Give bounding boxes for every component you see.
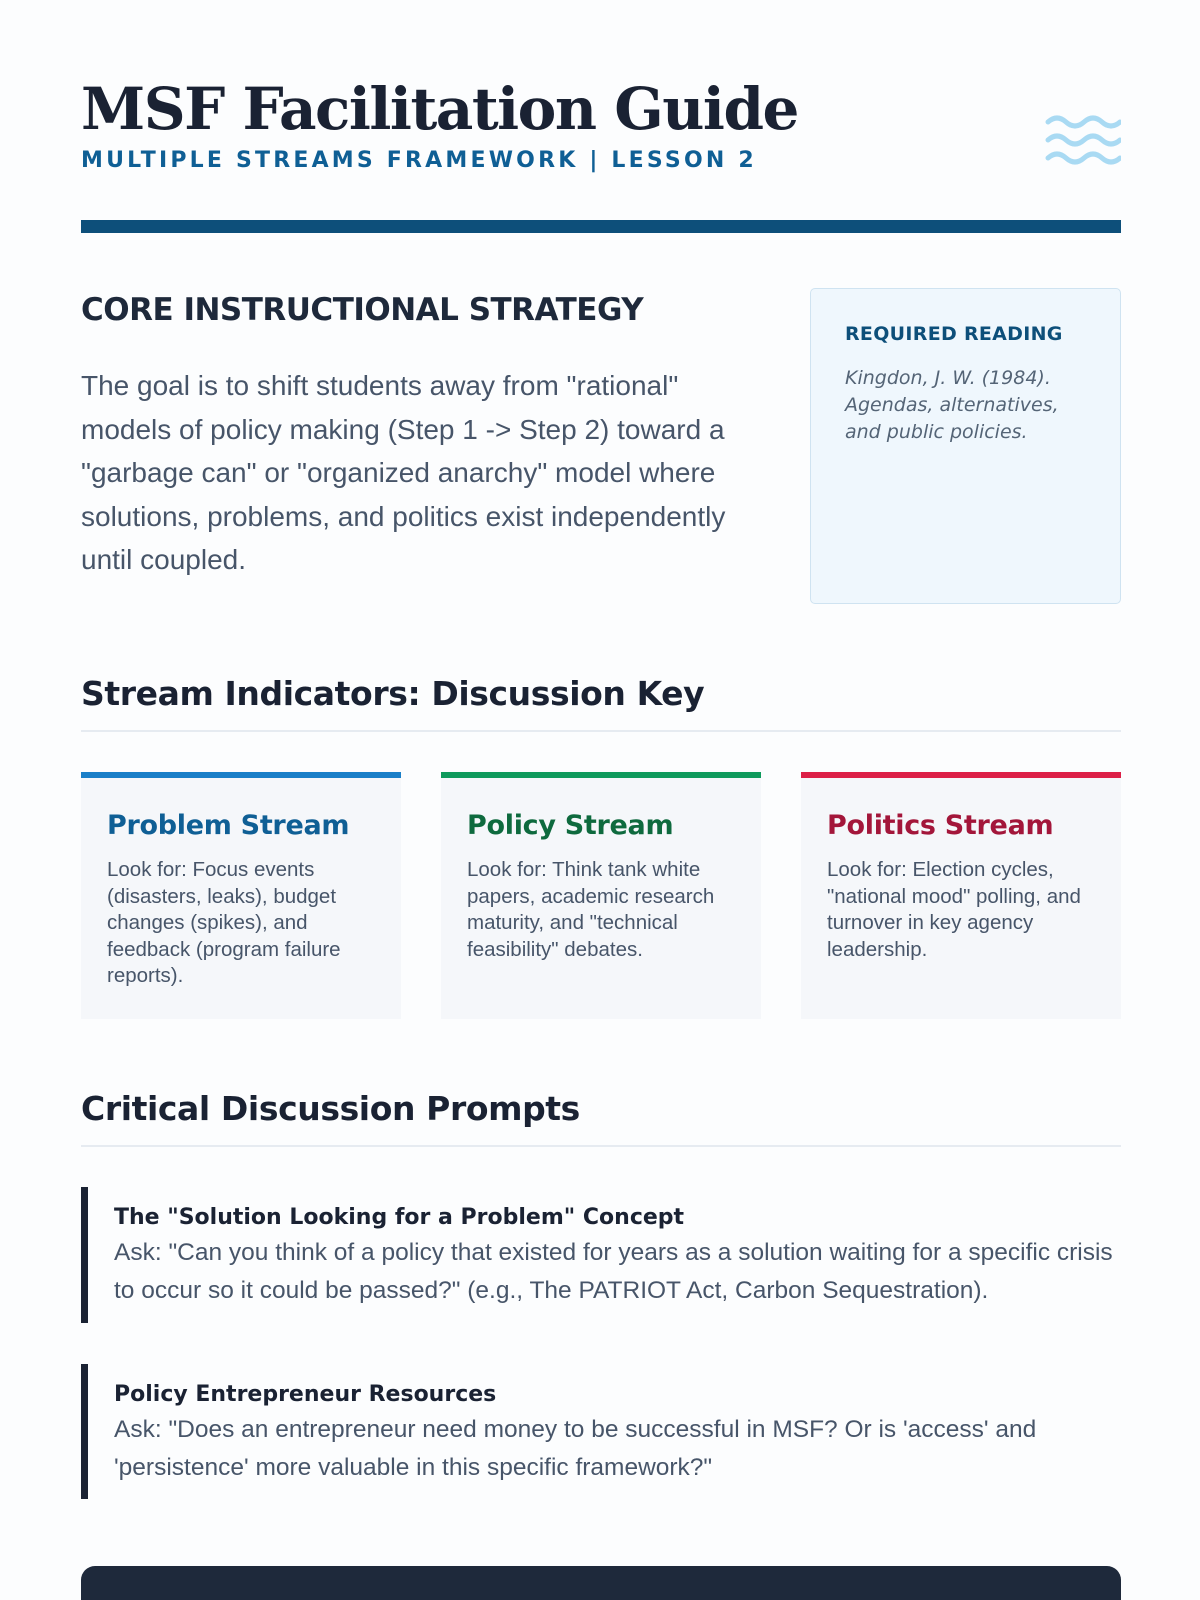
policy-stream-accent-bar (441, 772, 761, 778)
politics-stream-title: Politics Stream (827, 810, 1054, 841)
strategy-heading: CORE INSTRUCTIONAL STRATEGY (81, 292, 644, 328)
header-divider (81, 220, 1121, 233)
waves-icon (1045, 112, 1121, 168)
strategy-paragraph: The goal is to shift students away from "rational" models of policy making (Step 1 -> Step 2) toward a "garbage can" or "organized anarchy" model where solutions, problems, and politics exist independently until coupled. (81, 370, 726, 575)
prompt-title: The "Solution Looking for a Problem" Concept (114, 1205, 685, 1230)
required-reading-box (810, 288, 1121, 604)
page-title: MSF Facilitation Guide (81, 75, 798, 143)
required-reading-label: REQUIRED READING (845, 323, 1063, 345)
prompt-text: Ask: "Does an entrepreneur need money to be successful in MSF? Or is 'access' and 'persistence' more valuable in this specific framework?" (114, 1416, 1037, 1481)
discussion-prompts-heading: Critical Discussion Prompts (81, 1089, 580, 1128)
prompt-text: Ask: "Can you think of a policy that existed for years as a solution waiting for a specific crisis to occur so it could be passed?" (e.g., The PATRIOT Act, Carbon Sequestration). (114, 1239, 1113, 1304)
prompt-title: Policy Entrepreneur Resources (114, 1382, 497, 1407)
page-subtitle: MULTIPLE STREAMS FRAMEWORK | LESSON 2 (81, 147, 757, 173)
prompt-solution-looking-for-problem (81, 1187, 1121, 1323)
policy-stream-card (441, 772, 761, 1019)
politics-stream-description: Look for: Election cycles, "national mood" polling, and turnover in key agency leadership. (827, 858, 1081, 961)
prompt-policy-entrepreneur-resources (81, 1364, 1121, 1499)
stream-cards (81, 772, 1121, 1019)
policy-stream-title: Policy Stream (467, 810, 674, 841)
discussion-prompts-divider (81, 1145, 1121, 1147)
policy-stream-description: Look for: Think tank white papers, academic research maturity, and "technical feasibility" debates. (467, 858, 715, 961)
problem-stream-card (81, 772, 401, 1019)
stream-indicators-heading: Stream Indicators: Discussion Key (81, 674, 705, 713)
stream-indicators-divider (81, 730, 1121, 732)
politics-stream-accent-bar (801, 772, 1121, 778)
footer-banner (81, 1566, 1121, 1600)
problem-stream-title: Problem Stream (107, 810, 350, 841)
problem-stream-description: Look for: Focus events (disasters, leaks), budget changes (spikes), and feedback (program failure reports). (107, 858, 341, 987)
problem-stream-accent-bar (81, 772, 401, 778)
required-reading-citation: Kingdon, J. W. (1984). Agendas, alternatives, and public policies. (845, 367, 1059, 443)
guide-header (81, 75, 1121, 188)
politics-stream-card (801, 772, 1121, 1019)
